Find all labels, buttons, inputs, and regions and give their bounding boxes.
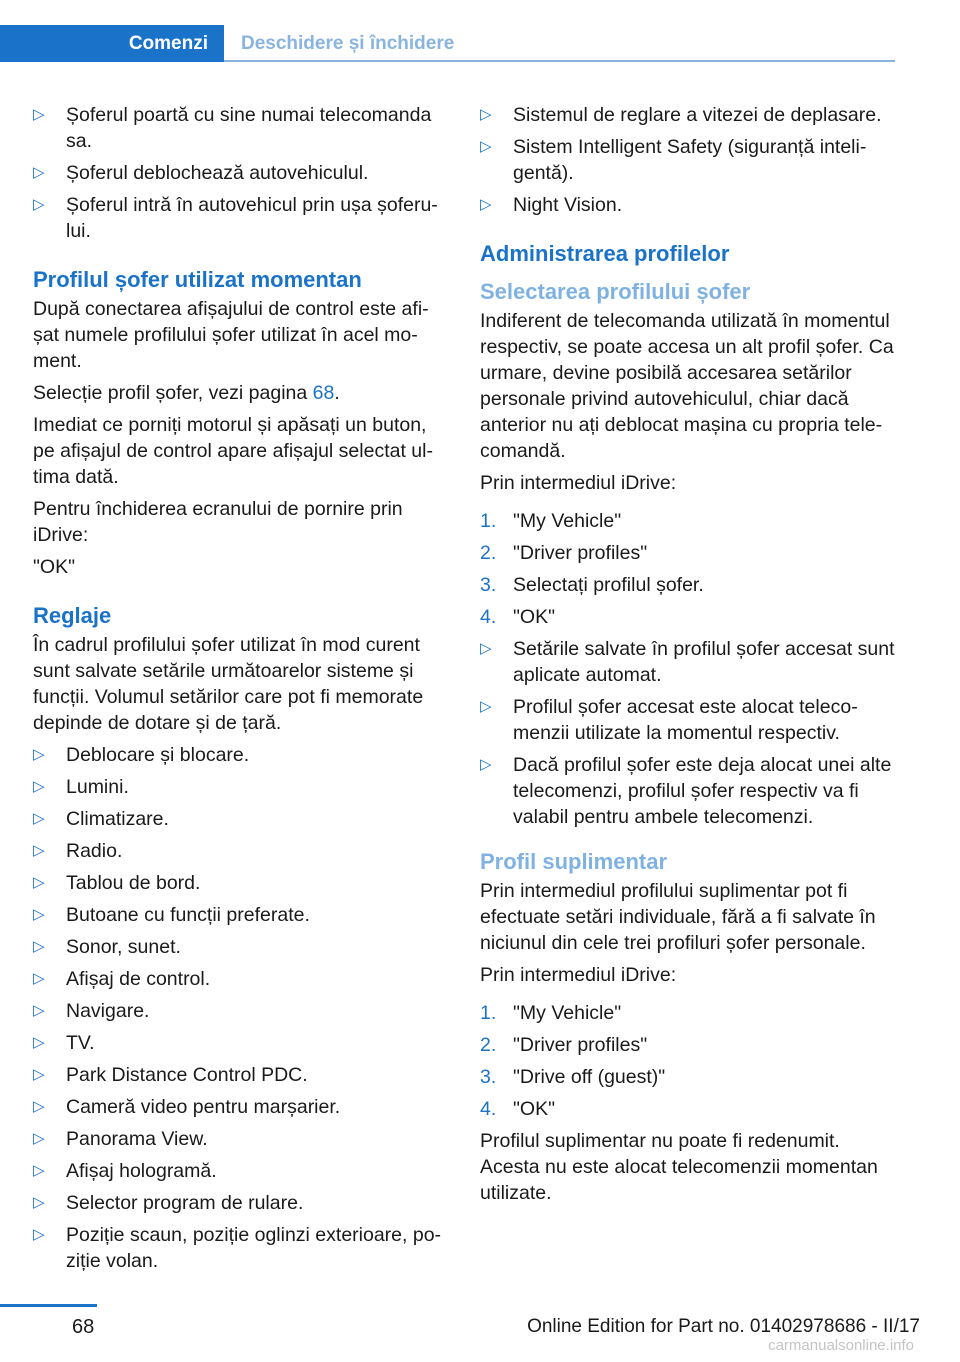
step-number: 1.: [480, 1002, 497, 1024]
left-column: [33, 102, 448, 1280]
list-item: [33, 160, 448, 186]
list-item-text: Navigare.: [66, 1000, 150, 1022]
paragraph: Prin intermediul profilului suplimentar pot fi efectuate setări individuale, fără a fi salvate în niciunul din cele trei profiluri șofer personale.: [480, 880, 876, 954]
list-item: [480, 752, 895, 830]
step-item: [480, 1064, 895, 1090]
list-item: [33, 1222, 448, 1274]
list-item-text: Afișaj de control.: [66, 968, 211, 990]
heading-guest-profile: Profil suplimentar: [480, 849, 668, 874]
page-link[interactable]: 68: [312, 382, 335, 404]
list-item: [33, 742, 448, 768]
paragraph: Indiferent de telecomanda utilizată în momentul respectiv, se poate accesa un alt profil șofer. Ca urmare, devine posibilă accesarea setărilor personale privind autovehiculul, chiar dacă anterior nu ați deblocat mașina cu propria telecomandă.: [480, 310, 894, 462]
triangle-bullet-icon: ▷: [33, 1130, 45, 1147]
paragraph: Prin intermediul iDrive:: [480, 472, 677, 494]
header-rule: [224, 60, 895, 62]
list-item: [33, 998, 448, 1024]
triangle-bullet-icon: ▷: [480, 196, 492, 213]
header-bar: [0, 25, 895, 62]
list-item-text: Sistemul de reglare a vitezei de deplasare.: [513, 104, 882, 126]
list-item: [33, 1126, 448, 1152]
list-item: [33, 1030, 448, 1056]
triangle-bullet-icon: ▷: [33, 1066, 45, 1083]
triangle-bullet-icon: ▷: [33, 164, 45, 181]
list-item: [33, 1190, 448, 1216]
list-item-text: Park Distance Control PDC.: [66, 1064, 308, 1086]
triangle-bullet-icon: ▷: [480, 698, 492, 715]
step-number: 4.: [480, 1098, 497, 1120]
triangle-bullet-icon: ▷: [33, 1034, 45, 1051]
footer-rule: [0, 1304, 97, 1307]
list-item: [480, 134, 895, 186]
list-item: [33, 1158, 448, 1184]
list-item-text: Șoferul poartă cu sine numai telecomanda sa.: [66, 104, 432, 152]
edition-text: Online Edition for Part no. 01402978686 - II/17: [527, 1316, 920, 1337]
step-item: [480, 1096, 895, 1122]
triangle-bullet-icon: ▷: [480, 106, 492, 123]
intro-bullet-list: [33, 102, 448, 244]
triangle-bullet-icon: ▷: [33, 746, 45, 763]
heading-settings: Reglaje: [33, 603, 112, 628]
triangle-bullet-icon: ▷: [33, 1162, 45, 1179]
step-text: "Driver profiles": [513, 542, 648, 564]
steps-list: [480, 508, 895, 630]
triangle-bullet-icon: ▷: [33, 778, 45, 795]
triangle-bullet-icon: ▷: [480, 756, 492, 773]
step-text: "OK": [513, 1098, 556, 1120]
step-text: "Drive off (guest)": [513, 1066, 666, 1088]
list-item: [33, 192, 448, 244]
list-item: [33, 934, 448, 960]
step-text: "Driver profiles": [513, 1034, 648, 1056]
paragraph: "OK": [33, 556, 76, 578]
tab-deschidere[interactable]: Deschidere și închidere: [241, 32, 455, 54]
paragraph: Prin intermediul iDrive:: [480, 964, 677, 986]
list-item-text: Lumini.: [66, 776, 129, 798]
list-item: [33, 1062, 448, 1088]
step-number: 4.: [480, 606, 497, 628]
list-item-text: Climatizare.: [66, 808, 169, 830]
watermark: carmanualsonline.info: [768, 1337, 914, 1354]
systems-bullet-list: [33, 742, 448, 1274]
list-item: [480, 102, 895, 128]
list-item-text: Radio.: [66, 840, 123, 862]
list-item: [33, 838, 448, 864]
list-item-text: Șoferul deblochează autovehiculul.: [66, 162, 369, 184]
page-number: 68: [72, 1316, 95, 1338]
list-item-text: Tablou de bord.: [66, 872, 201, 894]
triangle-bullet-icon: ▷: [33, 1002, 45, 1019]
triangle-bullet-icon: ▷: [33, 810, 45, 827]
list-item: [480, 636, 895, 688]
heading-current-profile: Profilul șofer utilizat momentan: [33, 267, 362, 292]
right-column: [480, 102, 895, 1212]
list-item-text: Sonor, sunet.: [66, 936, 181, 958]
step-number: 2.: [480, 542, 497, 564]
list-item-text: Panorama View.: [66, 1128, 208, 1150]
list-item: [33, 966, 448, 992]
list-item-text: Șoferul intră în autovehicul prin ușa șoferului.: [66, 194, 438, 242]
heading-admin-profiles: Administrarea profilelor: [480, 241, 730, 266]
notes-list: [480, 636, 895, 830]
list-item: [33, 870, 448, 896]
paragraph: Imediat ce porniți motorul și apăsați un buton, pe afișajul de control apare afișajul selectat ultima dată.: [33, 414, 433, 488]
paragraph: După conectarea afișajului de control este afișat numele profilului șofer utilizat în acel moment.: [33, 298, 429, 372]
list-item-text: Selector program de rulare.: [66, 1192, 304, 1214]
triangle-bullet-icon: ▷: [33, 1194, 45, 1211]
step-text: Selectați profilul șofer.: [513, 574, 704, 596]
step-number: 3.: [480, 574, 497, 596]
step-item: [480, 572, 895, 598]
step-item: [480, 1032, 895, 1058]
list-item-text: Setările salvate în profilul șofer accesat sunt aplicate automat.: [513, 638, 895, 686]
paragraph: Selecție profil șofer, vezi pagina 68.: [33, 382, 340, 404]
heading-select-profile: Selectarea profilului șofer: [480, 279, 751, 304]
triangle-bullet-icon: ▷: [33, 874, 45, 891]
list-item-text: Afișaj hologramă.: [66, 1160, 217, 1182]
list-item: [33, 902, 448, 928]
step-number: 3.: [480, 1066, 497, 1088]
step-number: 1.: [480, 510, 497, 532]
step-text: "My Vehicle": [513, 510, 622, 532]
list-item-text: Night Vision.: [513, 194, 623, 216]
step-number: 2.: [480, 1034, 497, 1056]
triangle-bullet-icon: ▷: [480, 640, 492, 657]
triangle-bullet-icon: ▷: [33, 1098, 45, 1115]
triangle-bullet-icon: ▷: [33, 906, 45, 923]
list-item-text: Poziție scaun, poziție oglinzi exterioare, poziție volan.: [66, 1224, 442, 1272]
list-item: [480, 694, 895, 746]
step-item: [480, 1000, 895, 1026]
tab-comenzi[interactable]: Comenzi: [0, 25, 224, 62]
list-item-text: Profilul șofer accesat este alocat telecomenzii utilizate la momentul respectiv.: [513, 696, 858, 744]
step-text: "My Vehicle": [513, 1002, 622, 1024]
list-item-text: Butoane cu funcții preferate.: [66, 904, 310, 926]
triangle-bullet-icon: ▷: [33, 1226, 45, 1243]
paragraph: Pentru închiderea ecranului de pornire prin iDrive:: [33, 498, 403, 546]
triangle-bullet-icon: ▷: [33, 106, 45, 123]
steps-list: [480, 1000, 895, 1122]
list-item: [33, 774, 448, 800]
list-item-text: Sistem Intelligent Safety (siguranță inteligentă).: [513, 136, 867, 184]
triangle-bullet-icon: ▷: [480, 138, 492, 155]
list-item: [33, 806, 448, 832]
list-item-text: Deblocare și blocare.: [66, 744, 250, 766]
triangle-bullet-icon: ▷: [33, 196, 45, 213]
triangle-bullet-icon: ▷: [33, 842, 45, 859]
triangle-bullet-icon: ▷: [33, 970, 45, 987]
systems-cont-list: [480, 102, 895, 218]
paragraph: În cadrul profilului șofer utilizat în mod curent sunt salvate setările următoarelor sisteme și funcții. Volumul setărilor care pot fi memorate depinde de dotare și de țară.: [33, 634, 424, 734]
list-item-text: Dacă profilul șofer este deja alocat unei alte telecomenzi, profilul șofer respectiv va fi valabil pentru ambele telecomenzi.: [513, 754, 892, 828]
list-item-text: TV.: [66, 1032, 95, 1054]
step-item: [480, 540, 895, 566]
step-text: "OK": [513, 606, 556, 628]
list-item: [33, 1094, 448, 1120]
list-item-text: Cameră video pentru marșarier.: [66, 1096, 341, 1118]
paragraph: Profilul suplimentar nu poate fi redenumit. Acesta nu este alocat telecomenzii momentan utilizate.: [480, 1130, 878, 1204]
step-item: [480, 604, 895, 630]
list-item: [33, 102, 448, 154]
step-item: [480, 508, 895, 534]
triangle-bullet-icon: ▷: [33, 938, 45, 955]
list-item: [480, 192, 895, 218]
